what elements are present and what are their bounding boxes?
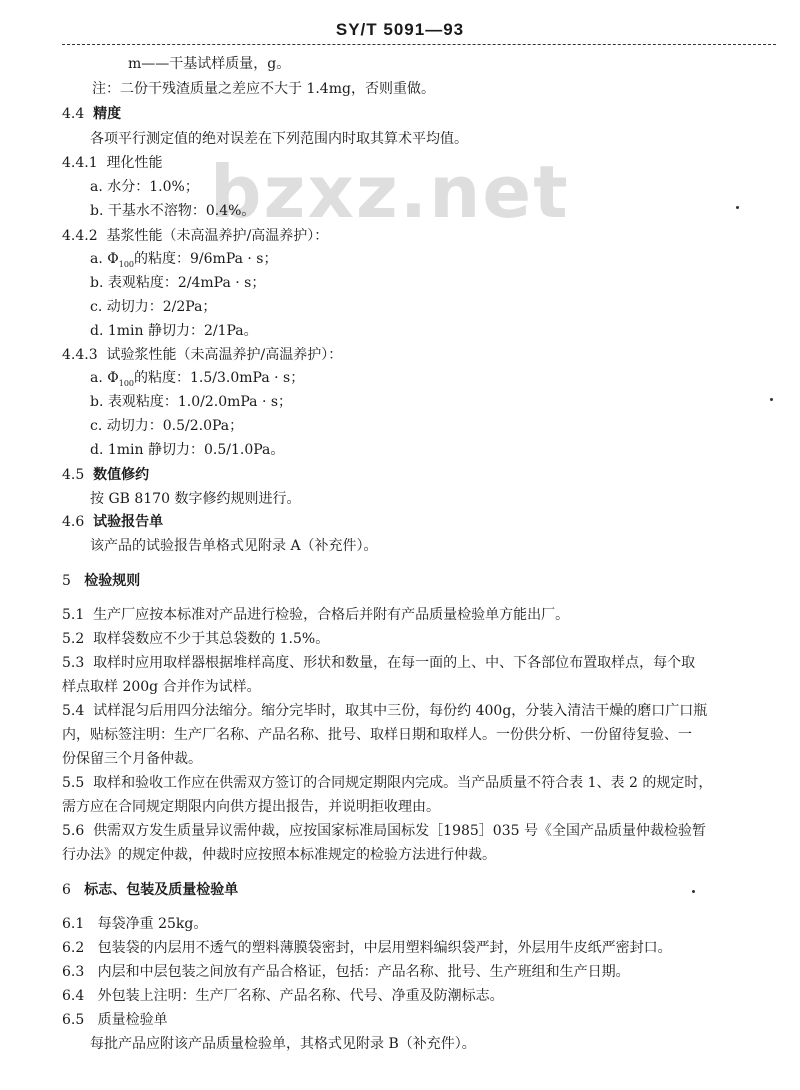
section-heading-4-6 — [62, 512, 163, 532]
subscript: 100 — [118, 378, 135, 388]
section-title: 理化性能 — [106, 155, 163, 171]
text-line: 每批产品应附该产品质量检验单，其格式见附录 B（补充件）。 — [90, 1036, 476, 1052]
clause-5-4 — [62, 701, 707, 721]
clause-text: 取样和验收工作应在供需双方签订的合同规定期限内完成。当产品质量不符合表 1、表 2 的规定时， — [93, 775, 713, 791]
clause-text: 供需双方发生质量异议需仲裁，应按国家标准局国标发［1985］035 号《全国产品质量仲裁检验暂 — [93, 823, 706, 839]
clause-number: 5.6 — [62, 823, 85, 839]
scan-speck — [736, 206, 739, 209]
note-line: 注：二份干残渣质量之差应不大于 1.4mg，否则重做。 — [92, 81, 435, 97]
list-item-text: 的粘度：9/6mPa · s； — [134, 251, 278, 267]
clause-continuation: 份保留三个月备仲裁。 — [62, 751, 202, 767]
list-item: c. 动切力：0.5/2.0Pa； — [90, 418, 244, 434]
list-item: c. 动切力：2/2Pa； — [90, 299, 217, 315]
list-item — [90, 249, 278, 275]
scan-speck — [692, 890, 695, 893]
clause-continuation: 行办法》的规定仲裁，仲裁时应按照本标准规定的检验方法进行仲裁。 — [62, 847, 496, 863]
page-header: SY/T 5091—93 — [335, 20, 465, 39]
clause-number: 6.1 — [62, 916, 85, 932]
clause-number: 5.3 — [62, 655, 85, 671]
clause-text: 生产厂应按本标准对产品进行检验，合格后并附有产品质量检验单方能出厂。 — [93, 607, 570, 623]
list-item — [90, 368, 304, 394]
list-item-prefix: a. Φ — [90, 251, 119, 267]
list-item-text: 的粘度：1.5/3.0mPa · s； — [134, 370, 305, 386]
section-heading-4-4-1 — [62, 153, 163, 173]
clause-continuation: 需方应在合同规定期限内向供方提出报告，并说明拒收理由。 — [62, 799, 440, 815]
section-number: 4.4.3 — [62, 347, 98, 363]
section-heading-4-4-2 — [62, 226, 328, 246]
clause-text: 每袋净重 25kg。 — [97, 916, 208, 932]
chapter-title: 标志、包装及质量检验单 — [84, 882, 239, 898]
chapter-heading-5 — [62, 571, 140, 591]
section-title: 试验报告单 — [93, 514, 164, 530]
section-number: 4.4 — [62, 106, 85, 122]
clause-5-1 — [62, 605, 569, 625]
list-item: b. 干基水不溶物：0.4%。 — [90, 203, 256, 219]
chapter-number: 5 — [62, 573, 71, 589]
list-item: d. 1min 静切力：0.5/1.0Pa。 — [90, 442, 285, 458]
clause-text: 取样时应用取样器根据堆样高度、形状和数量，在每一面的上、中、下各部位布置取样点，每个取 — [93, 655, 696, 671]
clause-number: 5.1 — [62, 607, 85, 623]
clause-5-3 — [62, 653, 695, 673]
section-heading-4-4-3 — [62, 345, 342, 365]
clause-5-2 — [62, 629, 329, 649]
section-heading-4-5 — [62, 465, 149, 485]
clause-text: 取样袋数应不少于其总袋数的 1.5%。 — [93, 631, 330, 647]
section-number: 4.4.1 — [62, 155, 98, 171]
clause-number: 6.2 — [62, 940, 85, 956]
list-item: b. 表观粘度：1.0/2.0mPa · s； — [90, 394, 293, 410]
chapter-number: 6 — [62, 882, 71, 898]
section-title: 精度 — [93, 106, 122, 122]
list-item: d. 1min 静切力：2/1Pa。 — [90, 323, 258, 339]
clause-text: 内层和中层包装之间放有产品合格证，包括：产品名称、批号、生产班组和生产日期。 — [97, 964, 630, 980]
watermark: bzxz.net — [210, 150, 570, 234]
clause-6-4 — [62, 986, 504, 1006]
section-number: 4.6 — [62, 514, 85, 530]
subscript: 100 — [118, 259, 135, 269]
text-line: 该产品的试验报告单格式见附录 A（补充件）。 — [90, 538, 378, 554]
scan-speck — [770, 398, 773, 401]
clause-6-1 — [62, 914, 207, 934]
clause-6-5 — [62, 1010, 168, 1030]
clause-number: 5.4 — [62, 703, 85, 719]
section-number: 4.5 — [62, 467, 85, 483]
section-title: 数值修约 — [93, 467, 150, 483]
clause-6-3 — [62, 962, 630, 982]
clause-number: 6.4 — [62, 988, 85, 1004]
list-item-prefix: a. Φ — [90, 370, 119, 386]
text-line: 按 GB 8170 数字修约规则进行。 — [90, 491, 301, 507]
chapter-heading-6 — [62, 880, 238, 900]
section-number: 4.4.2 — [62, 228, 98, 244]
clause-continuation: 样点取样 200g 合并作为试样。 — [62, 679, 261, 695]
section-title: 试验浆性能（未高温养护/高温养护）： — [106, 347, 343, 363]
text-line: 各项平行测定值的绝对误差在下列范围内时取其算术平均值。 — [90, 131, 468, 147]
clause-5-6 — [62, 821, 706, 841]
clause-text: 质量检验单 — [97, 1012, 168, 1028]
clause-text: 试样混匀后用四分法缩分。缩分完毕时，取其中三份，每份约 400g，分装入清洁干燥的磨口广口瓶 — [93, 703, 708, 719]
list-item: a. 水分：1.0%； — [90, 179, 199, 195]
clause-text: 包装袋的内层用不透气的塑料薄膜袋密封，中层用塑料编织袋严封，外层用牛皮纸严密封口。 — [97, 940, 672, 956]
header-rule — [62, 44, 776, 45]
clause-text: 外包装上注明：生产厂名称、产品名称、代号、净重及防潮标志。 — [97, 988, 504, 1004]
list-item: b. 表观粘度：2/4mPa · s； — [90, 275, 266, 291]
chapter-title: 检验规则 — [84, 573, 141, 589]
text-line: m——干基试样质量，g。 — [128, 56, 291, 72]
clause-number: 6.5 — [62, 1012, 85, 1028]
clause-number: 6.3 — [62, 964, 85, 980]
section-title: 基浆性能（未高温养护/高温养护）： — [106, 228, 329, 244]
clause-continuation: 内，贴标签注明：生产厂名称、产品名称、批号、取样日期和取样人。一份供分析、一份留待复验、一 — [62, 727, 692, 743]
clause-6-2 — [62, 938, 672, 958]
clause-number: 5.2 — [62, 631, 85, 647]
clause-number: 5.5 — [62, 775, 85, 791]
section-heading-4-4 — [62, 104, 121, 124]
clause-5-5 — [62, 773, 712, 793]
